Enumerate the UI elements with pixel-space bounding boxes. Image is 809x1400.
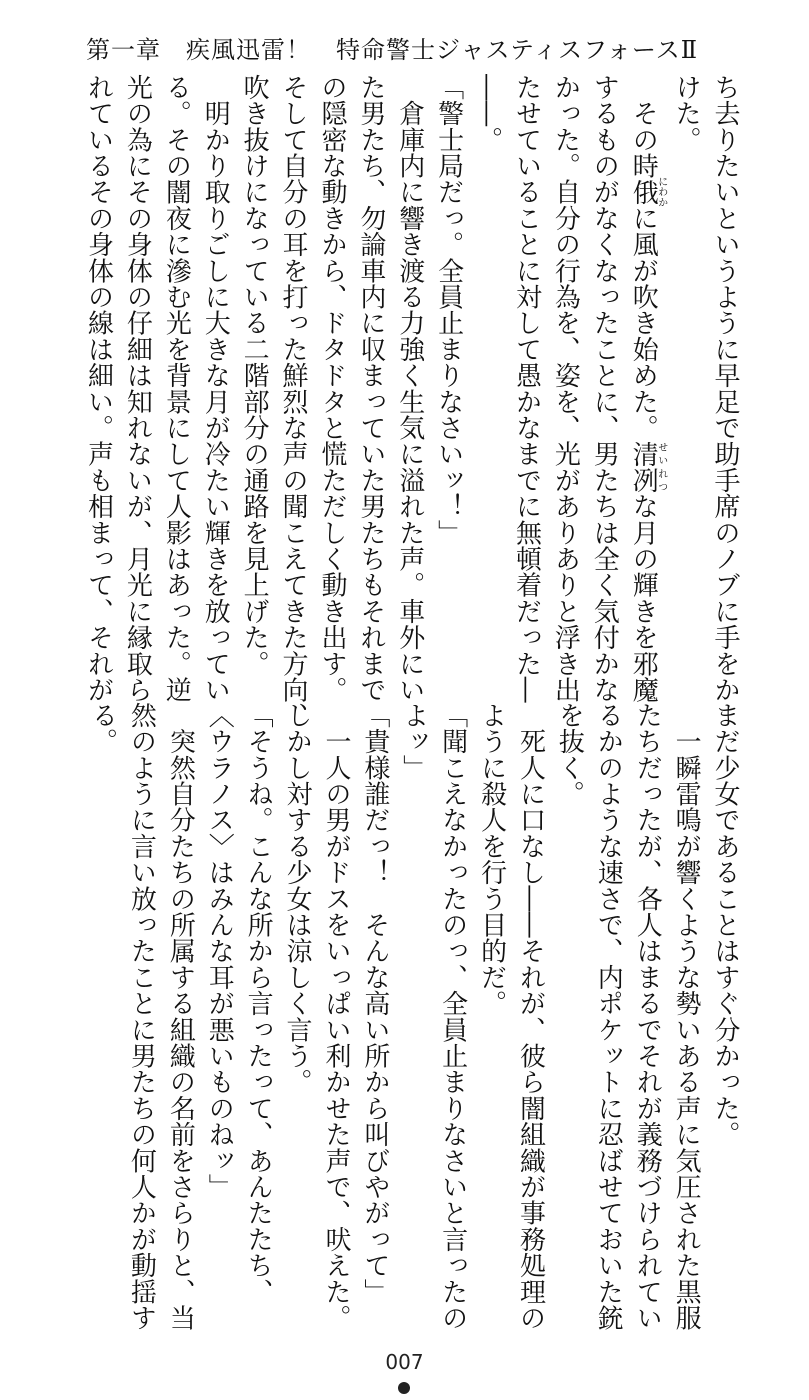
text-column (351, 74, 390, 704)
text-column (156, 74, 195, 704)
text-segment: 一瞬雷鳴が響くような勢いある声に気圧された黒服 (671, 702, 702, 1331)
text-column (588, 702, 627, 1332)
text-segment: るかのような速さで、内ポケットに忍ばせておいた銃 (593, 702, 624, 1331)
text-segment: ように殺人を行う目的だ。 (476, 702, 507, 1017)
text-segment: 明かり取りごしに大きな月が冷たい輝きを放ってい (200, 74, 231, 703)
text-column (238, 702, 277, 1332)
text-segment: に風が吹き始めた。 (628, 205, 659, 441)
text-segment: たちだったが、各人はまるでそれが義務づけられてい (632, 702, 663, 1331)
text-block-top (82, 74, 744, 729)
text-segment: 「聞こえなかったのっ、全員止まりなさいと言ったの (437, 702, 468, 1331)
text-column (511, 702, 550, 1332)
text-segment: 倉庫内に響き渡る力強く生気に溢れた声。車外にい (394, 74, 425, 703)
text-segment: ――。 (472, 74, 503, 153)
text-column (705, 74, 744, 704)
text-column (433, 702, 472, 1332)
text-segment: る。その闇夜に滲む光を背景にして人影はあった。逆 (161, 74, 192, 703)
text-segment: たせていることに対して愚かなまでに無頓着だった― (511, 74, 542, 703)
text-segment: る。 (87, 702, 118, 755)
text-segment: よッ」 (398, 702, 429, 781)
text-segment: 「そうね。こんな所から言ったって、あんたたち、 (243, 702, 274, 1305)
text-segment: 死人に口なし――それが、彼ら闇組織が事務処理の (515, 702, 546, 1331)
text-segment: 〈ウラノス〉はみんな耳が悪いものねッ」 (204, 702, 235, 1200)
text-column (316, 702, 355, 1332)
text-column (472, 702, 511, 1332)
ruby-reading: にわか (655, 176, 667, 208)
text-segment: しかし対する少女は涼しく言う。 (282, 702, 313, 1095)
text-column (122, 702, 161, 1332)
text-column (584, 74, 623, 704)
text-column (195, 74, 234, 704)
text-segment: まだ少女であることはすぐ分かった。 (710, 702, 740, 1148)
text-column (705, 702, 744, 1332)
text-segment: 突然自分たちの所属する組織の名前をさらりと、当 (165, 702, 196, 1331)
text-column (666, 74, 705, 704)
text-segment: 然のように言い放ったことに男たちの何人かが動揺す (126, 702, 157, 1331)
text-column (623, 74, 666, 704)
text-column (273, 74, 312, 729)
text-block-bottom (82, 702, 744, 1332)
ruby-base: 清冽 (628, 440, 659, 494)
text-segment: かった。自分の行為を、姿を、光がありありと浮き出 (550, 74, 581, 703)
text-segment: を抜く。 (554, 702, 585, 807)
text-column (277, 702, 316, 1332)
text-column (79, 74, 118, 704)
text-column (118, 74, 157, 704)
page-number: 007 (385, 1350, 424, 1374)
text-column (355, 702, 394, 1332)
text-column (394, 702, 433, 1332)
text-segment: な月の輝きを邪魔 (628, 493, 659, 703)
text-segment: そして自分の耳を打った鮮烈な声の聞こえてきた方向、 (278, 74, 309, 729)
text-column (160, 702, 199, 1332)
text-segment: するものがなくなったことに、男たちは全く気付かな (589, 74, 620, 703)
text-segment: ち去りたいというように早足で助手席のノブに手をか (710, 74, 740, 703)
text-column (666, 702, 705, 1332)
text-segment: 吹き抜けになっている二階部分の通路を見上げた。 (239, 74, 270, 677)
text-column (199, 702, 238, 1332)
text-column (549, 702, 588, 1332)
page-dot-ornament (398, 1382, 410, 1394)
text-segment: 「貴様誰だっ！ そんな高い所から叫びやがって」 (359, 702, 390, 1305)
ruby-annotation (628, 440, 667, 494)
text-column (507, 74, 546, 704)
text-column (468, 74, 507, 704)
text-segment: その時 (628, 74, 659, 179)
text-segment: の隠密な動きから、ドタドタと慌ただしく動き出す。 (316, 74, 347, 703)
text-segment: れているその身体の線は細い。声も相まって、それが (83, 74, 114, 703)
text-column (429, 74, 468, 704)
chapter-header: 第一章 疾風迅雷！ 特命警士ジャスティスフォースⅡ (86, 36, 699, 64)
text-segment: た男たち、勿論車内に収まっていた男たちもそれまで (355, 74, 386, 703)
text-column (234, 74, 273, 704)
text-column (390, 74, 429, 704)
text-segment: 一人の男がドスをいっぱい利かせた声で、吠えた。 (320, 702, 351, 1331)
ruby-annotation (628, 176, 667, 208)
text-column (545, 74, 584, 704)
text-column (312, 74, 351, 704)
ruby-base: 俄 (628, 176, 659, 208)
ruby-reading: せいれつ (655, 440, 667, 494)
text-column (83, 702, 122, 1332)
text-segment: けた。 (671, 74, 702, 153)
text-segment: 光の為にその身体の仔細は知れないが、月光に縁取ら (122, 74, 153, 703)
text-column (627, 702, 666, 1332)
text-segment: 「警士局だっ。全員止まりなさいッ！」 (433, 74, 464, 546)
